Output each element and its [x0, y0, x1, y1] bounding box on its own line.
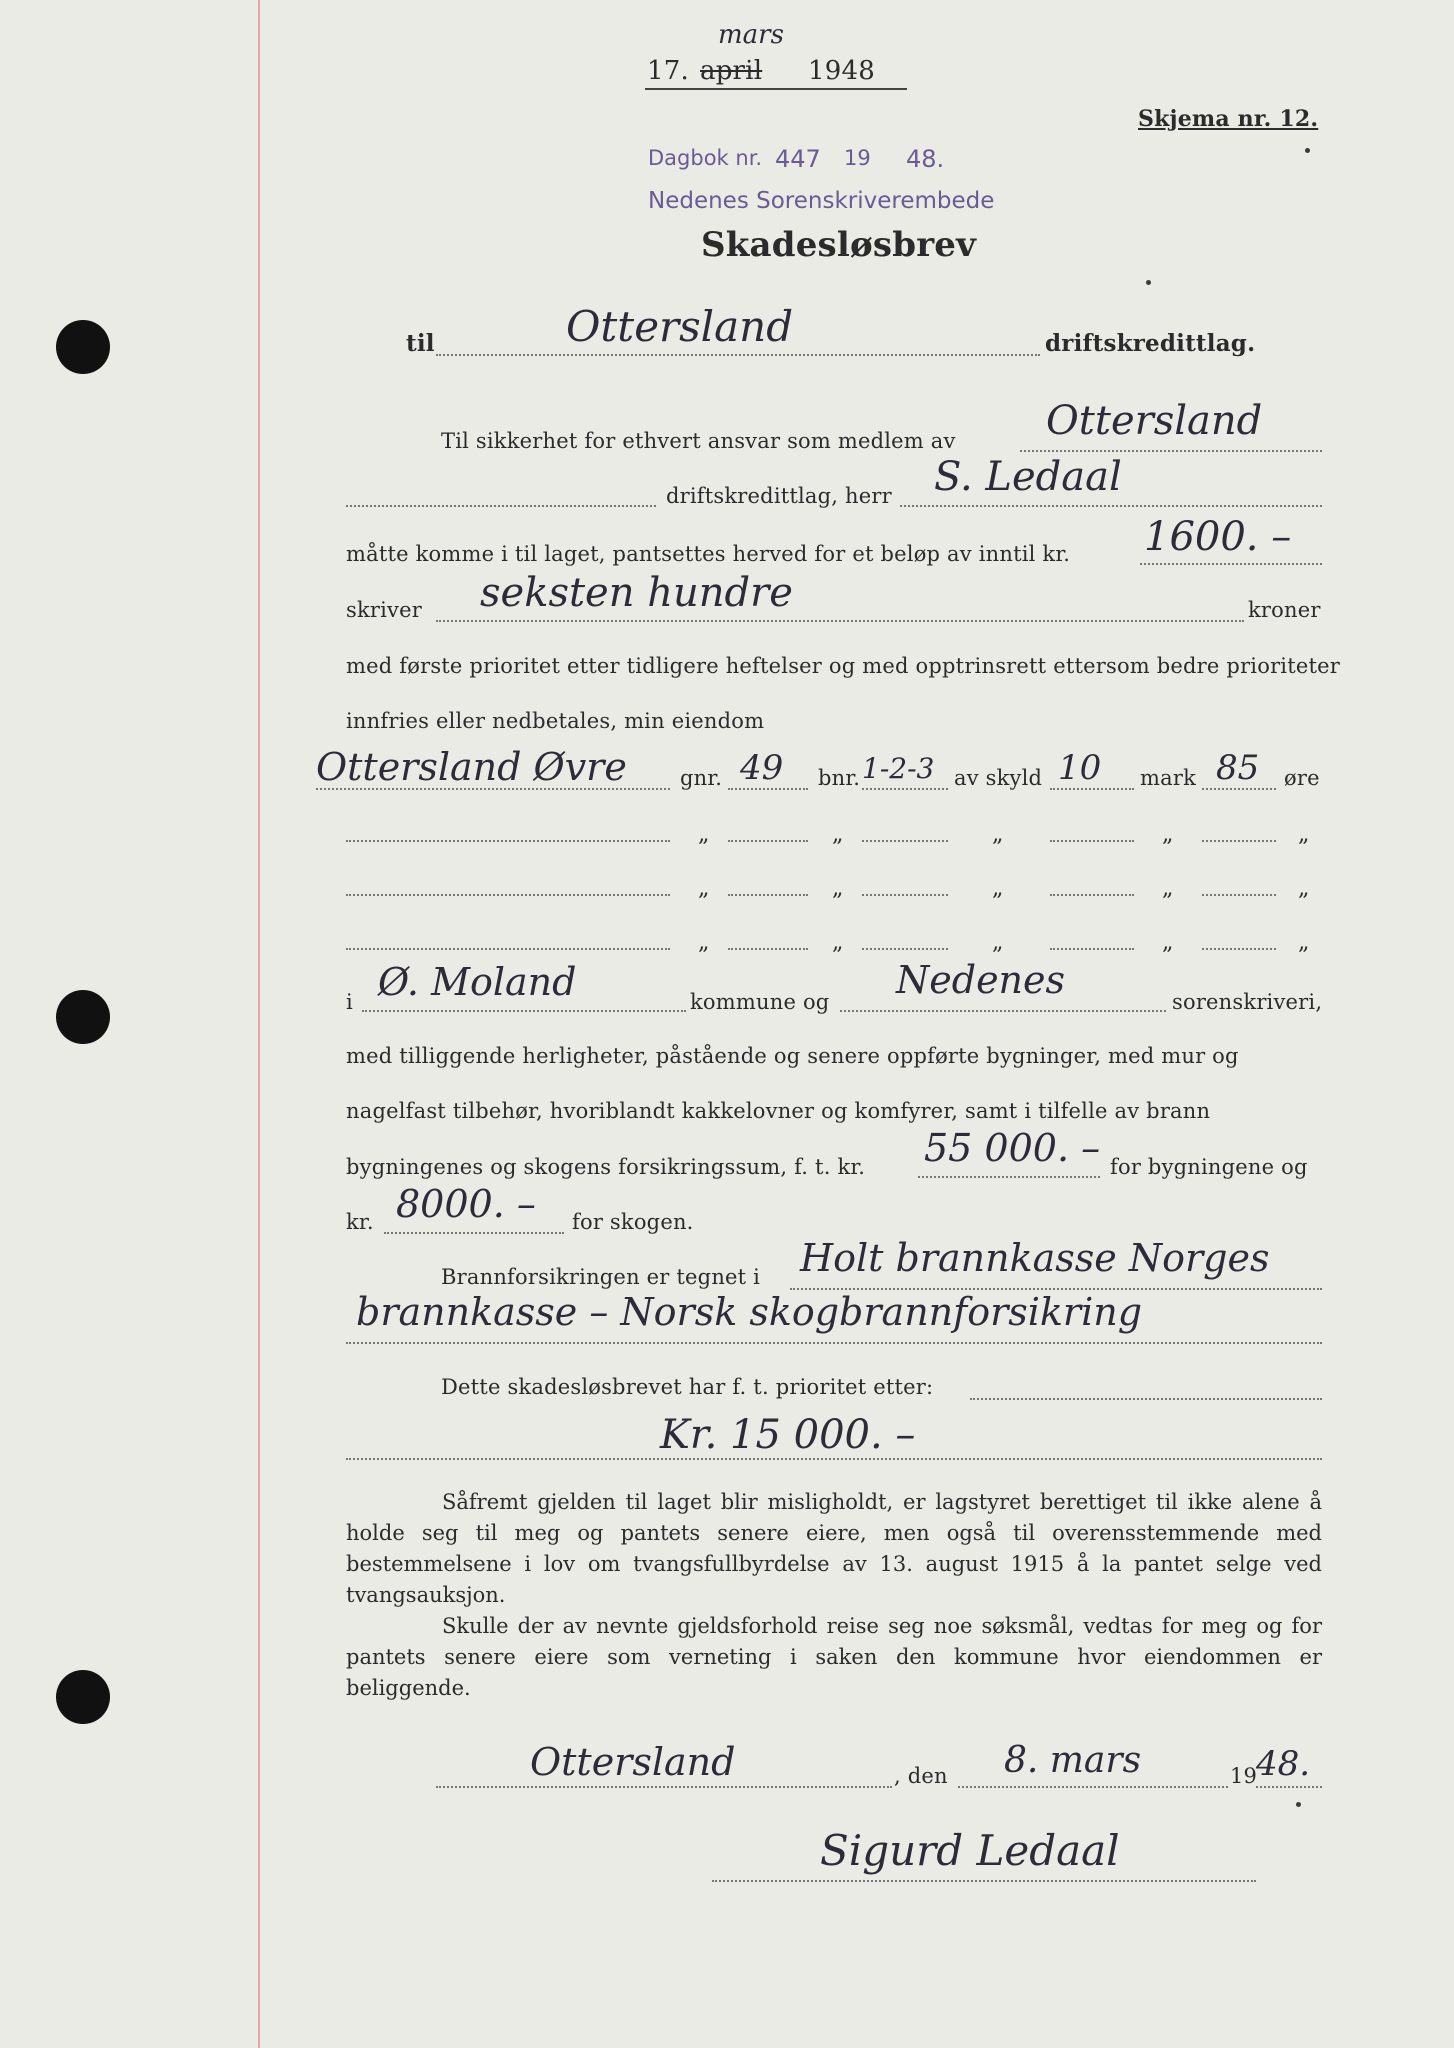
ditto-mark: „ [1298, 876, 1310, 901]
bnr-label: bnr. [818, 766, 861, 790]
body-line-4: skriver [346, 598, 422, 622]
bnr-value: 1-2-3 [862, 752, 935, 785]
form-number: Skjema nr. 12. [1138, 106, 1319, 132]
addressee-line [436, 354, 1040, 356]
kr-label: kr. [346, 1210, 374, 1234]
body2-line-3: bygningenes og skogens forsikringssum, f. t. kr. [346, 1155, 866, 1179]
addressee-suffix: driftskredittlag. [1045, 330, 1256, 357]
kommune-label: kommune og [690, 990, 830, 1014]
signature-line [712, 1880, 1256, 1882]
punch-hole [56, 990, 110, 1044]
skyld-label: av skyld [954, 766, 1043, 790]
row-line [1050, 840, 1134, 842]
kommune-name: Ø. Moland [378, 960, 577, 1004]
ditto-mark: „ [832, 930, 844, 955]
row-line [1202, 894, 1276, 896]
insurance-label: Brannforsikringen er tegnet i [441, 1265, 761, 1289]
signing-date: 8. mars [1004, 1740, 1142, 1781]
date-month-struck: april [700, 56, 763, 86]
building-insurance-sum: 55 000. – [924, 1126, 1101, 1170]
priority-label: Dette skadesløsbrevet har f. t. prioritet etter: [441, 1375, 934, 1399]
row-line [862, 948, 948, 950]
body-line-3: måtte komme i til laget, pantsettes herved for et beløp av inntil kr. [346, 542, 1071, 566]
amount-figures: 1600. – [1144, 514, 1292, 560]
bnr-line [862, 788, 948, 790]
ditto-mark: „ [992, 930, 1004, 955]
addressee-prefix: til [406, 330, 435, 357]
sorenskriveri-line [840, 1010, 1166, 1012]
gnr-value: 49 [740, 748, 784, 788]
sorenskriveri-label: sorenskriveri, [1172, 990, 1323, 1014]
punch-hole [56, 320, 110, 374]
priority-amount: Kr. 15 000. – [660, 1412, 916, 1458]
legal-paragraph-2: Skulle der av nevnte gjeldsforhold reise seg noe søksmål, vedtas for meg og for pantets senere eiere som verneting i saken den kommune hvor eiendommen er beliggende. [346, 1614, 1322, 1700]
row-line [862, 840, 948, 842]
blank-line [346, 505, 656, 507]
body2-line-3b: for bygningene og [1110, 1155, 1308, 1179]
ink-speck [1296, 1802, 1301, 1807]
legal-terms [346, 1487, 1322, 1704]
forest-sum-line [384, 1232, 564, 1234]
row-line [1202, 948, 1276, 950]
row-line [728, 894, 808, 896]
amount-words: seksten hundre [480, 570, 793, 616]
ditto-mark: „ [992, 876, 1004, 901]
gnr-label: gnr. [680, 766, 723, 790]
date-underline [645, 88, 907, 90]
signature: Sigurd Ledaal [820, 1826, 1120, 1875]
body2-line-1: med tilliggende herligheter, påstående og senere oppførte bygninger, med mur og [346, 1044, 1239, 1068]
row-line [346, 894, 670, 896]
ditto-mark: „ [1298, 822, 1310, 847]
property-name: Ottersland Øvre [316, 745, 627, 789]
den-label: , den [894, 1764, 948, 1788]
gnr-line [728, 788, 808, 790]
words-line [436, 620, 1244, 622]
amount-line [1140, 563, 1322, 565]
ditto-mark: „ [698, 876, 710, 901]
stamp-dagbok-number: 447 [775, 145, 821, 173]
stamp-year-prefix: 19 [844, 146, 871, 170]
skyld-value: 10 [1058, 748, 1102, 788]
herr-line [900, 505, 1322, 507]
addressee-name: Ottersland [566, 302, 794, 351]
stamp-office: Nedenes Sorenskriverembede [648, 188, 995, 214]
row-line [346, 840, 670, 842]
i-label: i [346, 990, 353, 1014]
insurance-company-2: brannkasse – Norsk skogbrannforsikring [356, 1290, 1143, 1334]
stamp-year-suffix: 48. [906, 145, 945, 173]
stamp-dagbok-label: Dagbok nr. [648, 146, 763, 170]
ink-speck [1305, 148, 1310, 153]
member-line [1020, 450, 1322, 452]
member-herr: S. Ledaal [934, 454, 1122, 500]
body-line-6: innfries eller nedbetales, min eiendom [346, 709, 765, 733]
ditto-mark: „ [1162, 822, 1174, 847]
row-line [1050, 894, 1134, 896]
body-line-5: med første prioritet etter tidligere heftelser og med opptrinsrett ettersom bedre prioriteter [346, 654, 1340, 678]
ditto-mark: „ [698, 822, 710, 847]
mark-value: 85 [1216, 748, 1260, 788]
row-line [728, 948, 808, 950]
sorenskriveri-name: Nedenes [896, 958, 1066, 1002]
ditto-mark: „ [992, 822, 1004, 847]
body2-line-2: nagelfast tilbehør, hvoriblandt kakkelovner og komfyrer, samt i tilfelle av brann [346, 1099, 1211, 1123]
ditto-mark: „ [832, 822, 844, 847]
punch-hole [56, 1670, 110, 1724]
member-name: Ottersland [1046, 398, 1263, 444]
skyld-line [1050, 788, 1134, 790]
year-prefix: 19 [1230, 1764, 1258, 1788]
row-line [862, 894, 948, 896]
ditto-mark: „ [698, 930, 710, 955]
row-line [346, 948, 670, 950]
ditto-mark: „ [1298, 930, 1310, 955]
signing-year: 48. [1256, 1744, 1311, 1784]
year-line [1256, 1786, 1322, 1788]
forest-insurance-sum: 8000. – [396, 1182, 536, 1226]
mark-label: mark [1140, 766, 1196, 790]
date-line [958, 1786, 1228, 1788]
row-line [728, 840, 808, 842]
priority-line-2 [346, 1458, 1322, 1460]
ditto-mark: „ [1162, 930, 1174, 955]
date-correction: mars [718, 20, 784, 50]
priority-line-1 [970, 1398, 1322, 1400]
body-line-1: Til sikkerhet for ethvert ansvar som medlem av [441, 429, 956, 453]
kroner-label: kroner [1248, 598, 1321, 622]
row-line [1050, 948, 1134, 950]
row-line [1202, 840, 1276, 842]
body2-line-4b: for skogen. [572, 1210, 694, 1234]
document-title: Skadesløsbrev [701, 225, 977, 265]
body-line-2: driftskredittlag, herr [666, 484, 892, 508]
ink-speck [1146, 280, 1151, 285]
kommune-line [362, 1010, 686, 1012]
date-day: 17. [647, 56, 689, 86]
ditto-mark: „ [1162, 876, 1174, 901]
place-line [436, 1786, 892, 1788]
insurance-company-1: Holt brannkasse Norges [800, 1236, 1270, 1280]
margin-rule [258, 0, 260, 2048]
legal-paragraph-1: Såfremt gjelden til laget blir misligholdt, er lagstyret berettiget til ikke alene å holde seg til meg og pantets senere eiere, men også til overensstemmende med bestemmelsene i lov om tvangsfullbyrdelse av 13. august 1915 å la pantet selge ved tvangsauksjon. [346, 1490, 1322, 1607]
ditto-mark: „ [832, 876, 844, 901]
date-year: 1948 [808, 56, 875, 86]
mark-line [1202, 788, 1276, 790]
building-sum-line [918, 1176, 1100, 1178]
signing-place: Ottersland [530, 1740, 736, 1784]
insurance-line-2 [346, 1342, 1322, 1344]
property-line [316, 788, 670, 790]
ore-label: øre [1284, 766, 1320, 790]
